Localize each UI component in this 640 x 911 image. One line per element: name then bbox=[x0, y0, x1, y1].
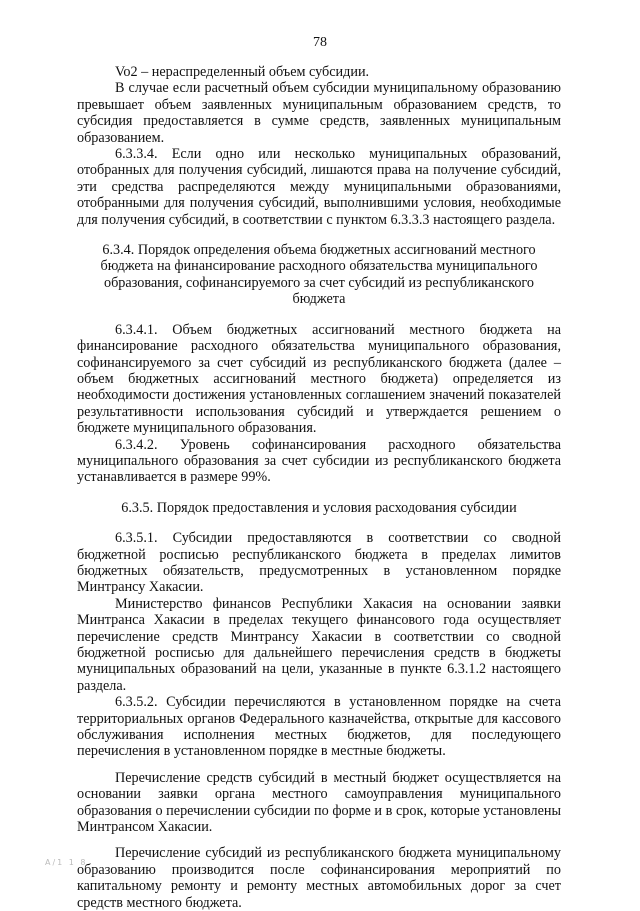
paragraph-exceeding-volume: В случае если расчетный объем субсидии муниципальному образованию превышает объем заявленных муниципальным образованием средств, то субсидия предоставляется в сумме средств, заявленных муниципальным образованием. bbox=[77, 80, 561, 146]
paragraph-6-3-4-1: 6.3.4.1. Объем бюджетных ассигнований местного бюджета на финансирование расходного обязательства муниципального образования, софинансируемого за счет субсидий из республиканского бюджета (далее – объем бюджетных ассигнований местного бюджета) определяется из необходимости достижения установленных соглашением значений показателей результативности использования субсидий и утверждается решением о бюджете муниципального образования. bbox=[77, 321, 561, 437]
paragraph-transfer-cofinancing: Перечисление субсидий из республиканского бюджета муниципальному образованию производится после софинансирования мероприятий по капитальному ремонту и ремонту местных автомобильных дорог за счет средств местного бюджета. bbox=[77, 845, 561, 911]
paragraph-transfer-application: Перечисление средств субсидий в местный бюджет осуществляется на основании заявки органа местного самоуправления муниципального образования о перечислении субсидии по форме и в срок, которые установлены Минтрансом Хакасии. bbox=[77, 769, 561, 836]
paragraph-vo2-definition: Vo2 – нераспределенный объем субсидии. bbox=[115, 64, 370, 80]
document-body bbox=[77, 64, 561, 911]
paragraph-6-3-5-1: 6.3.5.1. Субсидии предоставляются в соответствии со сводной бюджетной росписью республиканского бюджета в пределах лимитов бюджетных обязательств, предусмотренных в установленном порядке Минтрансу Хакасии. bbox=[77, 530, 561, 596]
footer-mark: A/1 1 8 bbox=[45, 858, 88, 867]
paragraph-6-3-3-4: 6.3.3.4. Если одно или несколько муниципальных образований, отобранных для получения субсидий, лишаются права на получение субсидий, эти средства распределяются между муниципальными образованиями, отобранными для получения субсидий, выполнившими условия, необходимые для получения субсидий, в соответствии с пунктом 6.3.3.3 настоящего раздела. bbox=[77, 146, 561, 228]
paragraph-6-3-4-2: 6.3.4.2. Уровень софинансирования расходного обязательства муниципального образования за счет субсидии из республиканского бюджета устанавливается в размере 99%. bbox=[77, 436, 561, 486]
section-heading-6-3-4: 6.3.4. Порядок определения объема бюджетных ассигнований местного бюджета на финансирование расходного обязательства муниципального образования, софинансируемого за счет субсидий из республиканского бюджета bbox=[100, 242, 538, 308]
paragraph-6-3-5-2: 6.3.5.2. Субсидии перечисляются в установленном порядке на счета территориальных органов Федерального казначейства, открытые для кассового обслуживания исполнения местных бюджетов, для последующего перечисления в установленном порядке в местные бюджеты. bbox=[77, 694, 561, 760]
paragraph-minfin: Министерство финансов Республики Хакасия на основании заявки Минтранса Хакасии в пределах текущего финансового года осуществляет перечисление средств Минтрансу Хакасии в соответствии со сводной бюджетной росписью для дальнейшего перечисления средств в бюджеты муниципальных образований на цели, указанные в пункте 6.3.1.2 настоящего раздела. bbox=[77, 595, 561, 694]
page-number: 78 bbox=[313, 35, 327, 50]
section-heading-6-3-5: 6.3.5. Порядок предоставления и условия расходования субсидии bbox=[121, 499, 517, 516]
